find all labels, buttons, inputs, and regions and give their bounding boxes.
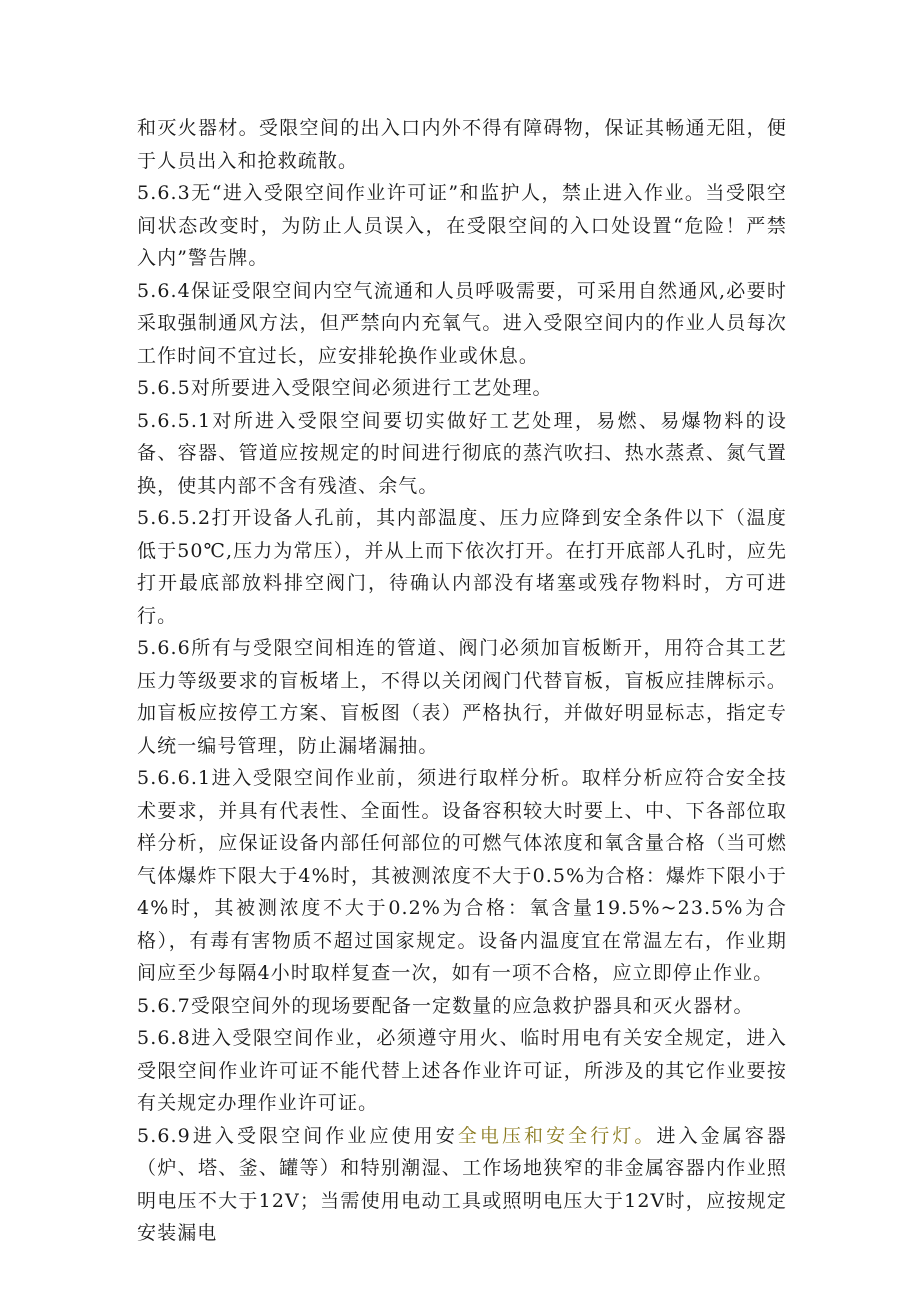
paragraph-5-6-5: 5.6.5对所要进入受限空间必须进行工艺处理。 bbox=[137, 377, 553, 399]
paragraph-5-6-9-text-end: 进入金属容器（炉、塔、釜、罐等）和特别潮湿、工作场地狭窄的非金属容器内作业照明电压不大于12V；当需使用电动工具或照明电压大于12V时，应按规定安装漏电 bbox=[137, 1124, 787, 1244]
paragraph-5-6-3: 5.6.3无“进入受限空间作业许可证”和监护人，禁止进入作业。当受限空间状态改变时，为防止人员误入，在受限空间的入口处设置“危险！严禁入内”警告牌。 bbox=[137, 182, 787, 269]
document-page bbox=[137, 112, 787, 1250]
paragraph-continuation: 和灭火器材。受限空间的出入口内外不得有障碍物，保证其畅通无阻，便于人员出入和抢救疏散。 bbox=[137, 117, 787, 172]
paragraph-5-6-5-2: 5.6.5.2打开设备人孔前，其内部温度、压力应降到安全条件以下（温度低于50℃,压力为常压），并从上而下依次打开。在打开底部人孔时，应先打开最底部放料排空阀门，待确认内部没有堵塞或残存物料时，方可进行。 bbox=[137, 507, 787, 627]
paragraph-5-6-8: 5.6.8进入受限空间作业，必须遵守用火、临时用电有关安全规定，进入受限空间作业许可证不能代替上述各作业许可证，所涉及的其它作业要按有关规定办理作业许可证。 bbox=[137, 1027, 787, 1114]
paragraph-5-6-5-1: 5.6.5.1对所进入受限空间要切实做好工艺处理，易燃、易爆物料的设备、容器、管道应按规定的时间进行彻底的蒸汽吹扫、热水蒸煮、氮气置换，使其内部不含有残渣、余气。 bbox=[137, 409, 787, 497]
paragraph-5-6-6: 5.6.6所有与受限空间相连的管道、阀门必须加盲板断开，用符合其工艺压力等级要求的盲板堵上，不得以关闭阀门代替盲板，盲板应挂牌标示。加盲板应按停工方案、盲板图（表）严格执行，并做好明显标志，指定专人统一编号管理，防止漏堵漏抽。 bbox=[137, 637, 787, 757]
paragraph-5-6-4: 5.6.4保证受限空间内空气流通和人员呼吸需要，可采用自然通风,必要时采取强制通风方法，但严禁向内充氧气。进入受限空间内的作业人员每次工作时间不宜过长，应安排轮换作业或休息。 bbox=[137, 279, 787, 367]
paragraph-5-6-6-1: 5.6.6.1进入受限空间作业前，须进行取样分析。取样分析应符合安全技术要求，并具有代表性、全面性。设备容积较大时要上、中、下各部位取样分析，应保证设备内部任何部位的可燃气体浓度和氧含量合格（当可燃气体爆炸下限大于4%时，其被测浓度不大于0.5%为合格：爆炸下限小于4%时，其被测浓度不大于0.2%为合格：氧含量19.5%~23.5%为合格），有毒有害物质不超过国家规定。设备内温度宜在常温左右，作业期间应至少每隔4小时取样复查一次，如有一项不合格，应立即停止作业。 bbox=[137, 767, 787, 984]
paragraph-5-6-9-text-start: 5.6.9进入受限空间作业应使用安 bbox=[137, 1124, 458, 1147]
paragraph-5-6-7: 5.6.7受限空间外的现场要配备一定数量的应急救护器具和灭火器材。 bbox=[137, 994, 754, 1017]
highlighted-text: 全电压和安全行灯。 bbox=[457, 1124, 657, 1147]
paragraph-5-6-9 bbox=[137, 1120, 787, 1250]
